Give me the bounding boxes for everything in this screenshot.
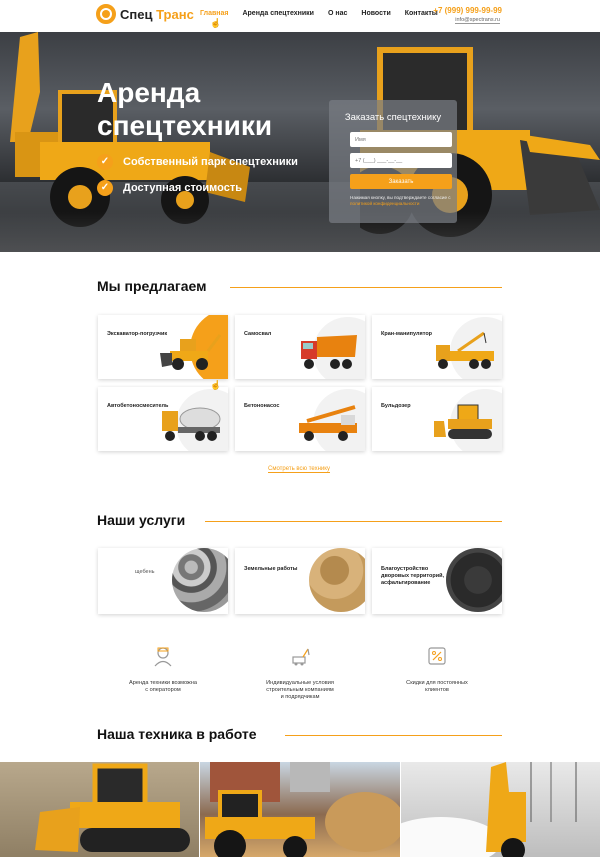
gravel-image — [172, 548, 228, 612]
nav-home[interactable]: Главная — [200, 10, 229, 17]
hand-cursor-icon: ☝ — [210, 18, 222, 28]
bulldozer-icon — [434, 403, 496, 443]
earthworks-image — [309, 548, 365, 612]
service-card-earthworks[interactable] — [235, 548, 365, 614]
phone-input[interactable] — [350, 153, 452, 168]
service-card-label: Земельные работы — [244, 566, 298, 572]
discount-icon — [426, 645, 448, 667]
logo-text-trans: Транс — [156, 6, 194, 22]
service-card-label: Благоустройство дворовых территорий, асфальтирование — [381, 566, 445, 586]
privacy-note: Нажимая кнопку, вы подтверждаете согласие с политикой конфиденциальности — [350, 195, 451, 206]
nav-rent[interactable]: Аренда спецтехники — [242, 10, 314, 17]
gallery-title: Наша техника в работе — [97, 726, 257, 742]
check-icon: ✓ — [97, 180, 113, 196]
logo[interactable] — [96, 4, 194, 24]
advantage-individual-terms: Индивидуальные условия строительным компаниям и подрядчикам — [235, 645, 365, 701]
backhoe-loader-icon — [160, 331, 222, 371]
hero-feature-price: ✓ Доступная стоимость — [97, 180, 242, 196]
backhoe-photo — [200, 762, 400, 857]
order-form-title: Заказать спецтехнику — [344, 112, 442, 123]
offer-card-label: Автобетоносмеситель — [107, 403, 169, 409]
excavator-icon — [289, 645, 311, 667]
gallery-photo-bulldozer[interactable] — [0, 762, 199, 857]
crane-truck-icon — [434, 329, 496, 371]
service-card-label: щебень — [135, 569, 155, 575]
view-all-equipment-link[interactable]: Смотреть всю технику — [268, 466, 330, 472]
privacy-link[interactable]: политикой конфиденциальности — [350, 201, 420, 206]
site-header — [0, 0, 600, 32]
gallery-photo-backhoe[interactable] — [200, 762, 400, 857]
offer-card-dumptruck[interactable] — [235, 315, 365, 379]
offer-card-mixer[interactable] — [98, 387, 228, 451]
offer-card-crane[interactable] — [372, 315, 502, 379]
gallery-photo-jcb[interactable] — [401, 762, 600, 857]
check-icon: ✓ — [97, 154, 113, 170]
offer-card-pump[interactable] — [235, 387, 365, 451]
asphalt-image — [446, 548, 502, 612]
services-title: Наши услуги — [97, 512, 186, 528]
main-nav — [200, 10, 452, 17]
order-form — [329, 100, 457, 223]
nav-about[interactable]: О нас — [327, 10, 348, 17]
gear-logo-icon — [96, 4, 116, 24]
jcb-photo — [401, 762, 600, 857]
header-phone[interactable]: +7 (999) 999-99-99 — [433, 6, 502, 15]
name-input[interactable] — [350, 132, 452, 147]
dump-truck-icon — [299, 331, 359, 371]
advantage-discounts: Скидки для постоянных клиентов — [372, 645, 502, 694]
offer-card-label: Кран-манипулятор — [381, 331, 433, 337]
bulldozer-photo — [0, 762, 199, 857]
hero-title: Аренда спецтехники — [97, 77, 273, 141]
nav-contacts[interactable]: Контакты — [404, 10, 438, 17]
offers-title-line — [230, 287, 502, 288]
hand-cursor-icon: ☝ — [210, 380, 222, 390]
offer-card-label: Бульдозер — [381, 403, 411, 409]
offer-card-label: Бетононасос — [244, 403, 280, 409]
logo-text-spets: Спец — [120, 6, 153, 22]
concrete-mixer-icon — [160, 403, 222, 443]
hero-feature-fleet: ✓ Собственный парк спецтехники — [97, 154, 298, 170]
concrete-pump-icon — [297, 403, 359, 443]
nav-news[interactable]: Новости — [361, 10, 391, 17]
operator-icon — [152, 645, 174, 667]
offer-card-label: Экскаватор-погрузчик — [107, 331, 168, 337]
service-card-gravel[interactable] — [98, 548, 228, 614]
offers-title: Мы предлагаем — [97, 278, 207, 294]
header-email[interactable]: info@spectrans.ru — [455, 17, 500, 23]
offer-card-bulldozer[interactable] — [372, 387, 502, 451]
gallery-title-line — [285, 735, 502, 736]
services-title-line — [205, 521, 502, 522]
offer-card-backhoe[interactable] — [98, 315, 228, 379]
offer-card-label: Самосвал — [244, 331, 272, 337]
service-card-landscaping[interactable] — [372, 548, 502, 614]
order-submit-button[interactable]: Заказать — [350, 174, 452, 189]
advantage-operator: Аренда техники возможна с оператором — [98, 645, 228, 694]
hero-banner — [0, 32, 600, 252]
